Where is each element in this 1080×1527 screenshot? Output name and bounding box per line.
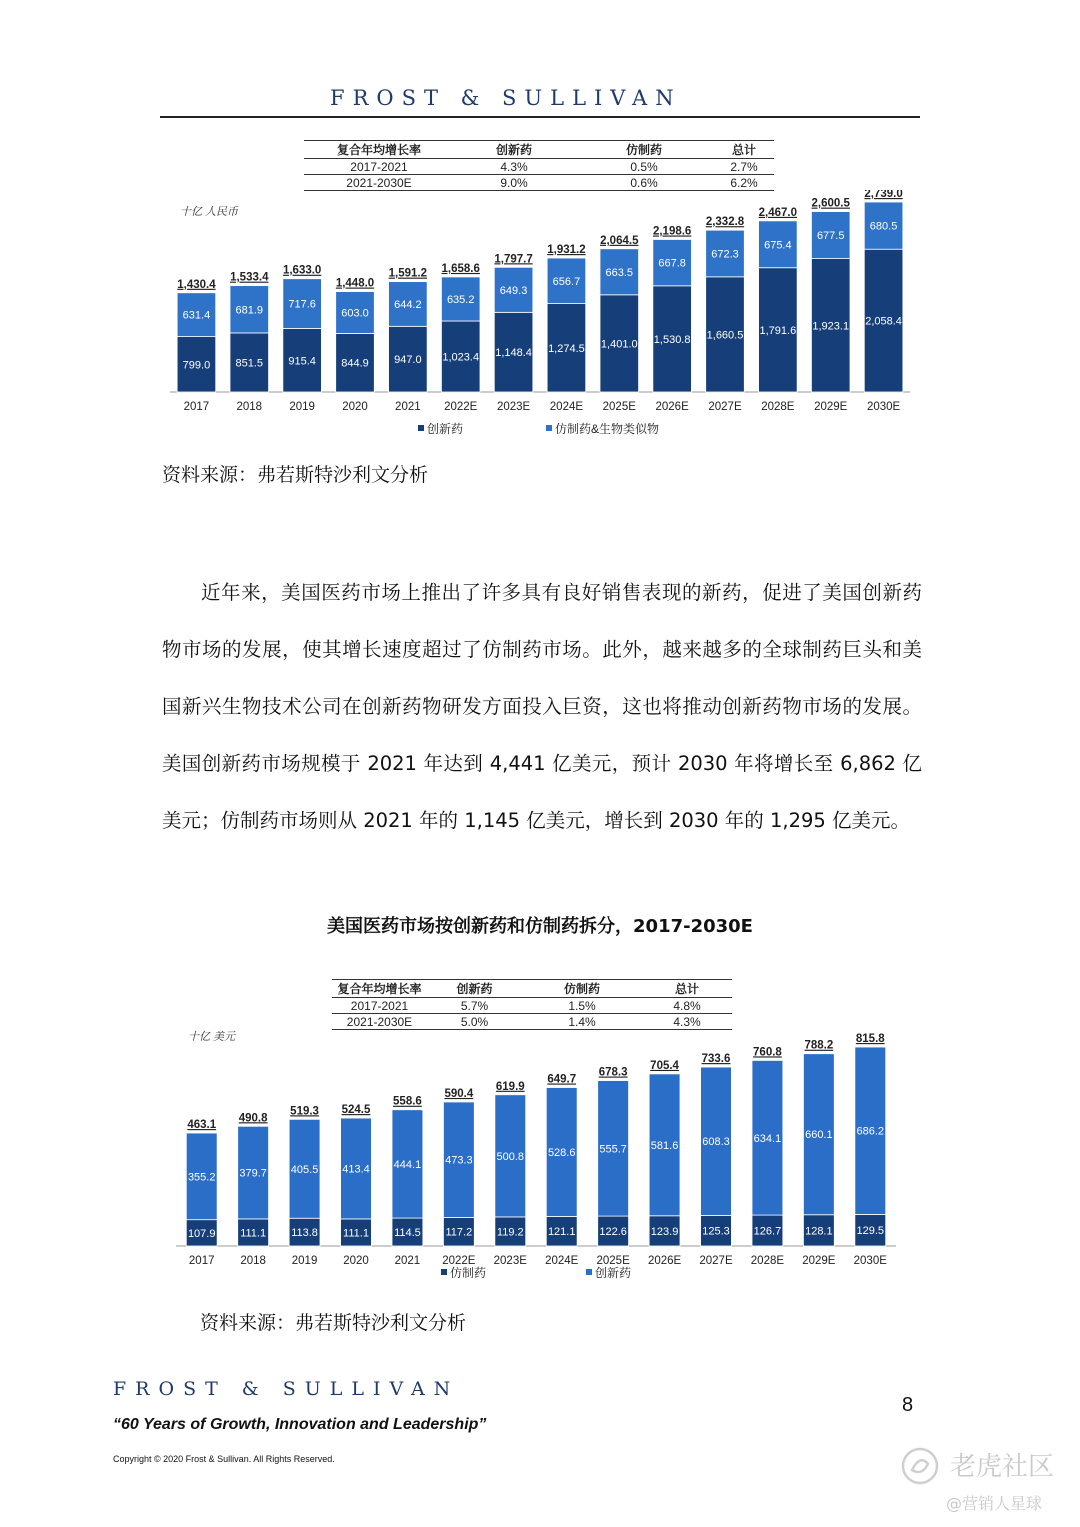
bar-value-label: 675.4 — [764, 239, 792, 252]
source-note: 资料来源：弗若斯特沙利文分析 — [162, 464, 429, 486]
x-tick-label: 2026E — [647, 1255, 682, 1267]
bar-value-label: 717.6 — [288, 298, 316, 311]
bar-value-label: 681.9 — [235, 304, 264, 317]
bar-value-label: 113.8 — [291, 1227, 318, 1240]
bar-value-label: 122.6 — [599, 1226, 627, 1239]
bar-total-label: 619.9 — [495, 1080, 525, 1093]
legend-label: 创新药 — [595, 1266, 632, 1280]
bar-value-label: 107.9 — [187, 1227, 216, 1240]
bar-value-label: 129.5 — [856, 1225, 885, 1238]
bar-value-label: 649.3 — [499, 284, 528, 297]
cagr-header: 仿制药 — [574, 141, 714, 159]
cagr-cell: 1.4% — [522, 1014, 642, 1030]
cagr-header: 总计 — [642, 980, 732, 998]
x-tick-label: 2030E — [866, 401, 901, 413]
bar-total-label: 490.8 — [238, 1112, 268, 1125]
page-number: 8 — [902, 1394, 914, 1416]
chart1-cagr-table — [304, 140, 774, 191]
bar-total-label: 2,198.6 — [652, 225, 692, 238]
bar-total-label: 1,591.2 — [388, 267, 428, 280]
x-tick-label: 2029E — [814, 401, 848, 413]
cagr-cell: 4.8% — [642, 998, 732, 1014]
bar-total-label: 558.6 — [393, 1095, 422, 1108]
x-tick-label: 2023E — [493, 1255, 527, 1267]
bar-value-label: 379.7 — [239, 1167, 267, 1180]
x-tick-label: 2023E — [496, 401, 531, 413]
bar-total-label: 788.2 — [804, 1039, 834, 1052]
cagr-header: 复合年均增长率 — [304, 141, 454, 159]
bar-value-label: 500.8 — [496, 1150, 525, 1163]
bar-value-label: 1,148.4 — [495, 347, 532, 360]
x-tick-label: 2026E — [655, 401, 689, 413]
x-tick-label: 2027E — [699, 1255, 733, 1267]
bar-value-label: 473.3 — [445, 1154, 473, 1167]
cagr-cell: 2021-2030E — [304, 175, 454, 191]
x-tick-label: 2025E — [602, 401, 636, 413]
bar-value-label: 634.1 — [753, 1132, 782, 1145]
bar-total-label: 2,064.5 — [600, 234, 639, 247]
bar-value-label: 656.7 — [552, 275, 581, 288]
x-tick-label: 2022E — [442, 1255, 476, 1267]
bar-value-label: 114.5 — [394, 1227, 421, 1240]
bar-value-label: 677.5 — [816, 230, 845, 243]
cagr-header: 创新药 — [454, 141, 574, 159]
legend-swatch — [546, 425, 552, 431]
x-tick-label: 2018 — [240, 1255, 266, 1267]
bar-value-label: 123.9 — [650, 1225, 679, 1238]
bar-value-label: 1,923.1 — [812, 320, 850, 333]
cagr-cell: 0.6% — [574, 175, 714, 191]
x-tick-label: 2030E — [853, 1255, 887, 1267]
bar-value-label: 680.5 — [869, 220, 898, 233]
bar-value-label: 635.2 — [446, 293, 475, 306]
x-tick-label: 2019 — [291, 1255, 318, 1267]
chart2-bar-chart — [160, 1020, 920, 1290]
cagr-cell: 2017-2021 — [332, 998, 427, 1014]
bar-total-label: 2,467.0 — [758, 206, 798, 219]
bar-value-label: 631.4 — [182, 309, 211, 322]
bar-value-label: 844.9 — [341, 357, 369, 370]
bar-value-label: 672.3 — [711, 248, 739, 261]
legend-swatch — [418, 425, 424, 431]
cagr-cell: 1.5% — [522, 998, 642, 1014]
x-tick-label: 2027E — [708, 401, 742, 413]
bar-total-label: 590.4 — [444, 1087, 474, 1100]
bar-value-label: 581.6 — [650, 1139, 679, 1152]
bar-value-label: 125.3 — [702, 1225, 730, 1238]
cagr-cell: 2.7% — [714, 159, 774, 175]
x-tick-label: 2017 — [188, 1255, 215, 1267]
watermark-logo-icon — [900, 1446, 940, 1486]
cagr-cell: 9.0% — [454, 175, 574, 191]
cagr-header: 复合年均增长率 — [332, 980, 427, 998]
bar-value-label: 1,660.5 — [706, 329, 744, 342]
body-paragraph: 近年来，美国医药市场上推出了许多具有良好销售表现的新药，促进了美国创新药物市场的发展，使其增长速度超过了仿制药市场。此外，越来越多的全球制药巨头和美国新兴生物技术公司在创新药物研发方面投入巨资，这也将推动创新药物市场的发展。美国创新药市场规模于 2021 年达到 4,441 亿美元，预计 2030 年将增长至 6,862 亿美元；仿制药市场则从 2021 年的 1,145 亿美元，增长到 2030 年的 1,295 亿美元。 — [162, 581, 922, 832]
footer-tagline: “60 Years of Growth, Innovation and Leadership” — [113, 1416, 487, 1433]
bar-value-label: 555.7 — [599, 1143, 627, 1156]
bar-value-label: 126.7 — [753, 1225, 782, 1238]
cagr-cell: 4.3% — [454, 159, 574, 175]
bar-total-label: 678.3 — [598, 1066, 628, 1079]
bar-value-label: 413.4 — [342, 1163, 370, 1176]
legend-label: 创新药 — [427, 422, 464, 436]
watermark-subtext: @营销人星球 — [946, 1494, 1043, 1513]
cagr-cell: 2021-2030E — [332, 1014, 427, 1030]
bar-total-label: 733.6 — [701, 1053, 731, 1066]
x-tick-label: 2028E — [750, 1255, 785, 1267]
legend-label: 仿制药 — [450, 1266, 487, 1280]
cagr-cell: 5.7% — [427, 998, 522, 1014]
bar-value-label: 603.0 — [341, 307, 369, 320]
chart1-bar-chart — [160, 190, 920, 450]
bar-value-label: 1,401.0 — [600, 338, 638, 351]
x-tick-label: 2020 — [342, 401, 368, 413]
cagr-header: 仿制药 — [522, 980, 642, 998]
source-note: 资料来源：弗若斯特沙利文分析 — [200, 1312, 467, 1334]
bar-value-label: 1,530.8 — [653, 333, 691, 346]
bar-value-label: 1,791.6 — [759, 324, 797, 337]
x-tick-label: 2017 — [183, 401, 210, 413]
x-tick-label: 2019 — [289, 401, 315, 413]
bar-total-label: 1,430.4 — [177, 278, 216, 291]
bar-total-label: 463.1 — [187, 1119, 217, 1132]
cagr-cell: 4.3% — [642, 1014, 732, 1030]
bar-total-label: 1,797.7 — [494, 253, 533, 266]
chart1-unit: 十亿 人民币 — [180, 206, 239, 218]
cagr-cell: 6.2% — [714, 175, 774, 191]
x-tick-label: 2028E — [761, 401, 795, 413]
bar-total-label: 524.5 — [341, 1104, 371, 1117]
bar-value-label: 663.5 — [605, 266, 634, 279]
bar-value-label: 1,274.5 — [548, 342, 585, 355]
cagr-cell: 2017-2021 — [304, 159, 454, 175]
bar-total-label: 760.8 — [753, 1046, 782, 1059]
bar-total-label: 649.7 — [547, 1073, 577, 1086]
x-tick-label: 2018 — [236, 401, 263, 413]
bar-value-label: 355.2 — [187, 1171, 216, 1184]
bar-value-label: 528.6 — [547, 1146, 576, 1159]
bar-value-label: 111.1 — [343, 1227, 369, 1240]
bar-value-label: 128.1 — [805, 1225, 833, 1238]
x-tick-label: 2020 — [343, 1255, 369, 1267]
bar-value-label: 1,023.4 — [442, 351, 480, 364]
bar-value-label: 799.0 — [182, 359, 211, 372]
bar-total-label: 1,658.6 — [441, 262, 480, 275]
x-tick-label: 2024E — [549, 401, 584, 413]
legend-label: 仿制药&生物类似物 — [555, 422, 660, 436]
footer-copyright: Copyright © 2020 Frost & Sullivan. All Rights Reserved. — [113, 1454, 335, 1464]
chart2-unit: 十亿 美元 — [188, 1031, 236, 1043]
bar-total-label: 1,931.2 — [547, 244, 586, 257]
cagr-header: 创新药 — [427, 980, 522, 998]
bar-value-label: 119.2 — [496, 1226, 524, 1239]
bar-total-label: 2,739.0 — [864, 190, 903, 201]
x-tick-label: 2024E — [545, 1255, 579, 1267]
bar-value-label: 947.0 — [394, 354, 422, 367]
bar-total-label: 815.8 — [855, 1033, 885, 1046]
bar-total-label: 2,600.5 — [811, 197, 850, 210]
bar-value-label: 2,058.4 — [865, 315, 902, 328]
bar-total-label: 1,533.4 — [230, 271, 269, 284]
bar-value-label: 111.1 — [240, 1227, 267, 1240]
bar-value-label: 117.2 — [445, 1226, 473, 1239]
bar-value-label: 405.5 — [290, 1163, 319, 1176]
x-tick-label: 2029E — [802, 1255, 836, 1267]
bar-value-label: 851.5 — [235, 357, 264, 370]
x-tick-label: 2021 — [395, 401, 421, 413]
bar-total-label: 705.4 — [650, 1059, 679, 1072]
bar-value-label: 667.8 — [658, 257, 686, 270]
bar-value-label: 444.1 — [393, 1158, 422, 1171]
bar-total-label: 1,448.0 — [335, 277, 375, 290]
chart2-title: 美国医药市场按创新药和仿制药拆分，2017-2030E — [327, 916, 753, 937]
legend-swatch — [586, 1269, 592, 1275]
cagr-header: 总计 — [714, 141, 774, 159]
x-tick-label: 2021 — [394, 1255, 421, 1267]
bar-value-label: 915.4 — [288, 355, 316, 368]
bar-value-label: 660.1 — [805, 1129, 833, 1142]
bar-value-label: 121.1 — [547, 1226, 576, 1239]
bar-value-label: 644.2 — [394, 298, 422, 311]
legend-swatch — [441, 1269, 447, 1275]
cagr-cell: 5.0% — [427, 1014, 522, 1030]
watermark-text: 老虎社区 — [950, 1452, 1055, 1482]
x-tick-label: 2025E — [596, 1255, 630, 1267]
header-divider — [160, 116, 920, 118]
bar-total-label: 2,332.8 — [705, 216, 745, 229]
cagr-cell: 0.5% — [574, 159, 714, 175]
header-brand: FROST & SULLIVAN — [330, 86, 682, 110]
bar-value-label: 608.3 — [702, 1136, 730, 1149]
x-tick-label: 2022E — [444, 401, 478, 413]
bar-total-label: 519.3 — [290, 1105, 319, 1118]
bar-value-label: 686.2 — [856, 1125, 885, 1138]
bar-total-label: 1,633.0 — [282, 264, 322, 277]
footer-brand: FROST & SULLIVAN — [113, 1378, 460, 1400]
